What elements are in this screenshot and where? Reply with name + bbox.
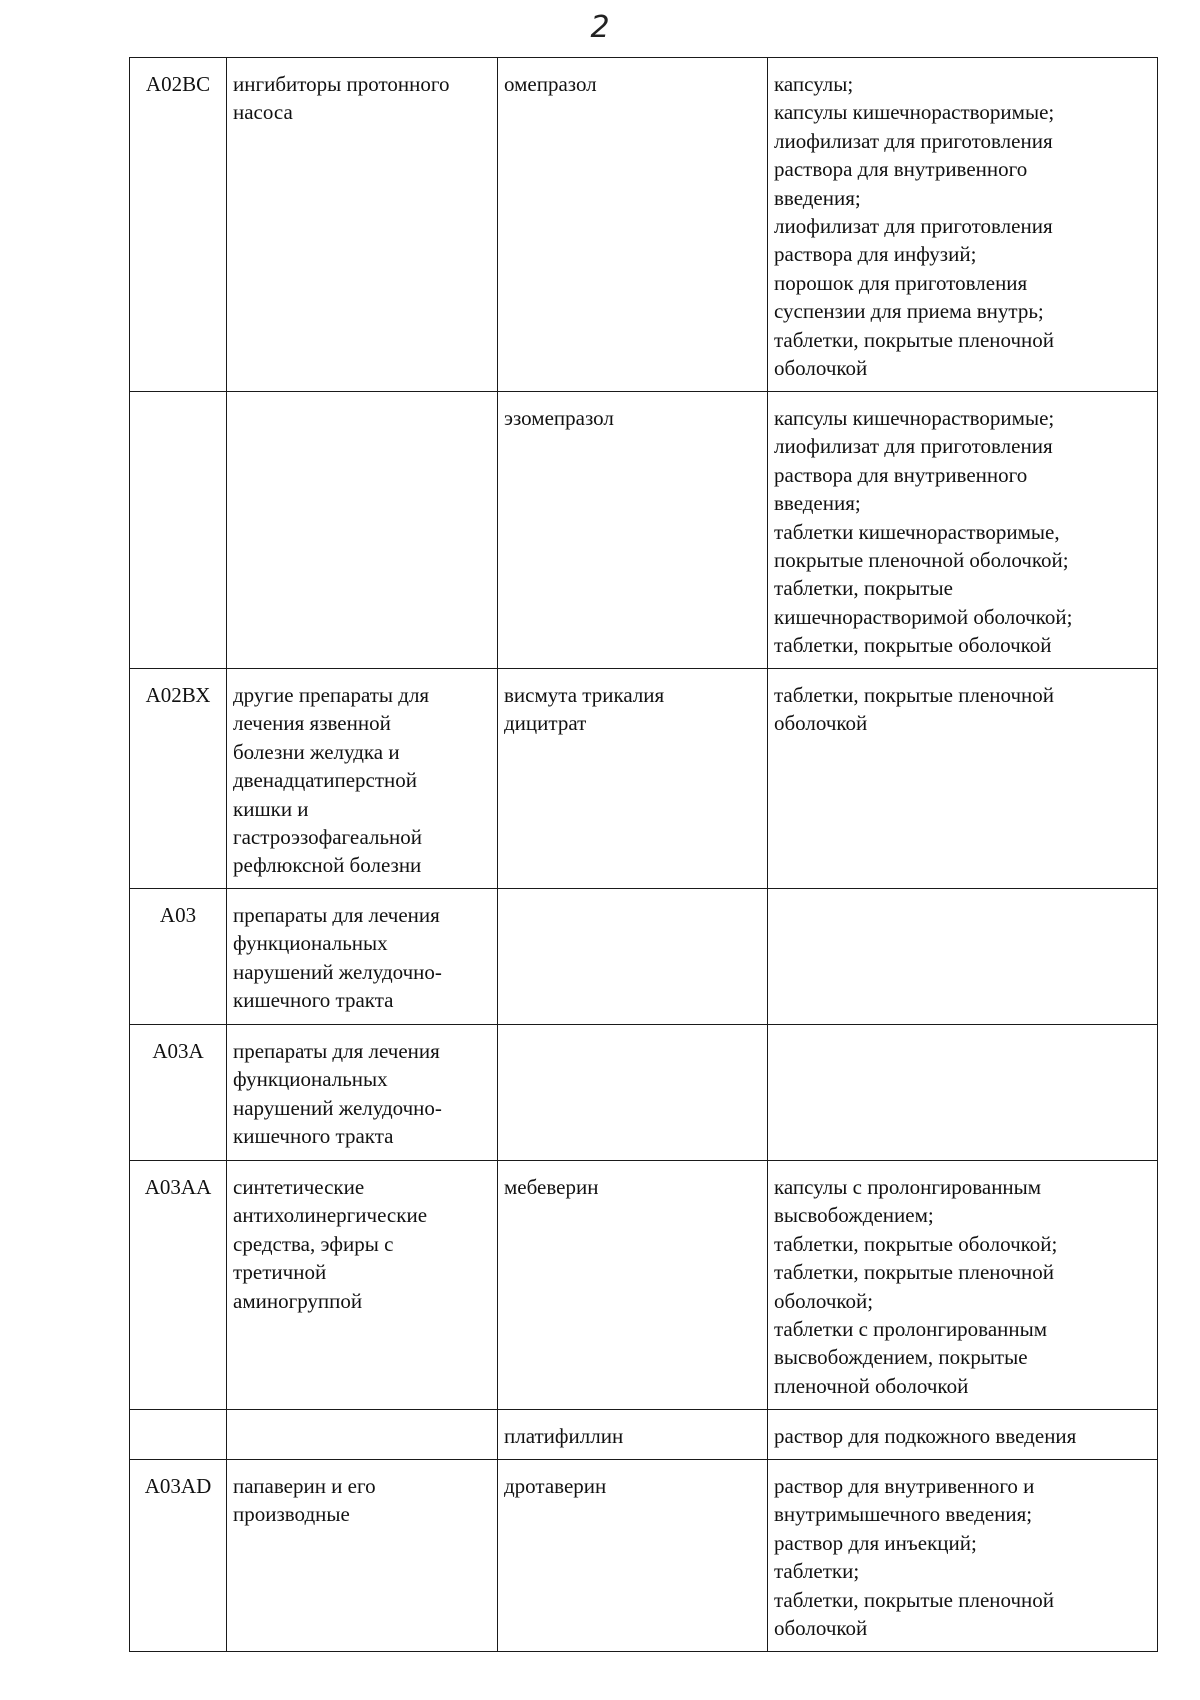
dosage-forms-cell: капсулы с пролонгированным высвобождением; таблетки, покрытые оболочкой; таблетки, покрытые пленочной оболочкой; таблетки с пролонгированным высвобождением, покрытые пленочной оболочкой: [768, 1161, 1158, 1410]
drug-name-cell: омепразол: [498, 58, 768, 392]
atc-code-cell: [130, 392, 227, 669]
table-row: [130, 1460, 1158, 1652]
dosage-forms-cell: капсулы; капсулы кишечнорастворимые; лиофилизат для приготовления раствора для внутривенного введения; лиофилизат для приготовления раствора для инфузий; порошок для приготовления суспензии для приема внутрь; таблетки, покрытые пленочной оболочкой: [768, 58, 1158, 392]
group-description-cell: папаверин и его производные: [227, 1460, 498, 1652]
medication-table: [129, 57, 1158, 1652]
atc-code-cell: А03: [130, 889, 227, 1025]
group-description-cell: [227, 392, 498, 669]
group-description-cell: препараты для лечения функциональных нарушений желудочно- кишечного тракта: [227, 1025, 498, 1161]
table-row: [130, 392, 1158, 669]
drug-name-cell: эзомепразол: [498, 392, 768, 669]
dosage-forms-cell: раствор для внутривенного и внутримышечного введения; раствор для инъекций; таблетки; таблетки, покрытые пленочной оболочкой: [768, 1460, 1158, 1652]
table-row: [130, 58, 1158, 392]
atc-code-cell: А03А: [130, 1025, 227, 1161]
drug-name-cell: висмута трикалия дицитрат: [498, 669, 768, 889]
atc-code-cell: А03АА: [130, 1161, 227, 1410]
table-row: [130, 889, 1158, 1025]
drug-name-cell: дротаверин: [498, 1460, 768, 1652]
group-description-cell: [227, 1410, 498, 1460]
dosage-forms-cell: капсулы кишечнорастворимые; лиофилизат для приготовления раствора для внутривенного введения; таблетки кишечнорастворимые, покрытые пленочной оболочкой; таблетки, покрытые кишечнорастворимой оболочкой; таблетки, покрытые оболочкой: [768, 392, 1158, 669]
group-description-cell: препараты для лечения функциональных нарушений желудочно- кишечного тракта: [227, 889, 498, 1025]
dosage-forms-cell: [768, 1025, 1158, 1161]
drug-name-cell: [498, 889, 768, 1025]
drug-name-cell: [498, 1025, 768, 1161]
page-number: 2: [590, 10, 610, 45]
dosage-forms-cell: таблетки, покрытые пленочной оболочкой: [768, 669, 1158, 889]
atc-code-cell: А02ВС: [130, 58, 227, 392]
group-description-cell: ингибиторы протонного насоса: [227, 58, 498, 392]
group-description-cell: синтетические антихолинергические средства, эфиры с третичной аминогруппой: [227, 1161, 498, 1410]
drug-name-cell: мебеверин: [498, 1161, 768, 1410]
table-row: [130, 1161, 1158, 1410]
table-row: [130, 669, 1158, 889]
atc-code-cell: А02ВХ: [130, 669, 227, 889]
table-row: [130, 1025, 1158, 1161]
atc-code-cell: [130, 1410, 227, 1460]
dosage-forms-cell: [768, 889, 1158, 1025]
atc-code-cell: А03AD: [130, 1460, 227, 1652]
group-description-cell: другие препараты для лечения язвенной болезни желудка и двенадцатиперстной кишки и гастроэзофагеальной рефлюксной болезни: [227, 669, 498, 889]
drug-name-cell: платифиллин: [498, 1410, 768, 1460]
table-row: [130, 1410, 1158, 1460]
dosage-forms-cell: раствор для подкожного введения: [768, 1410, 1158, 1460]
